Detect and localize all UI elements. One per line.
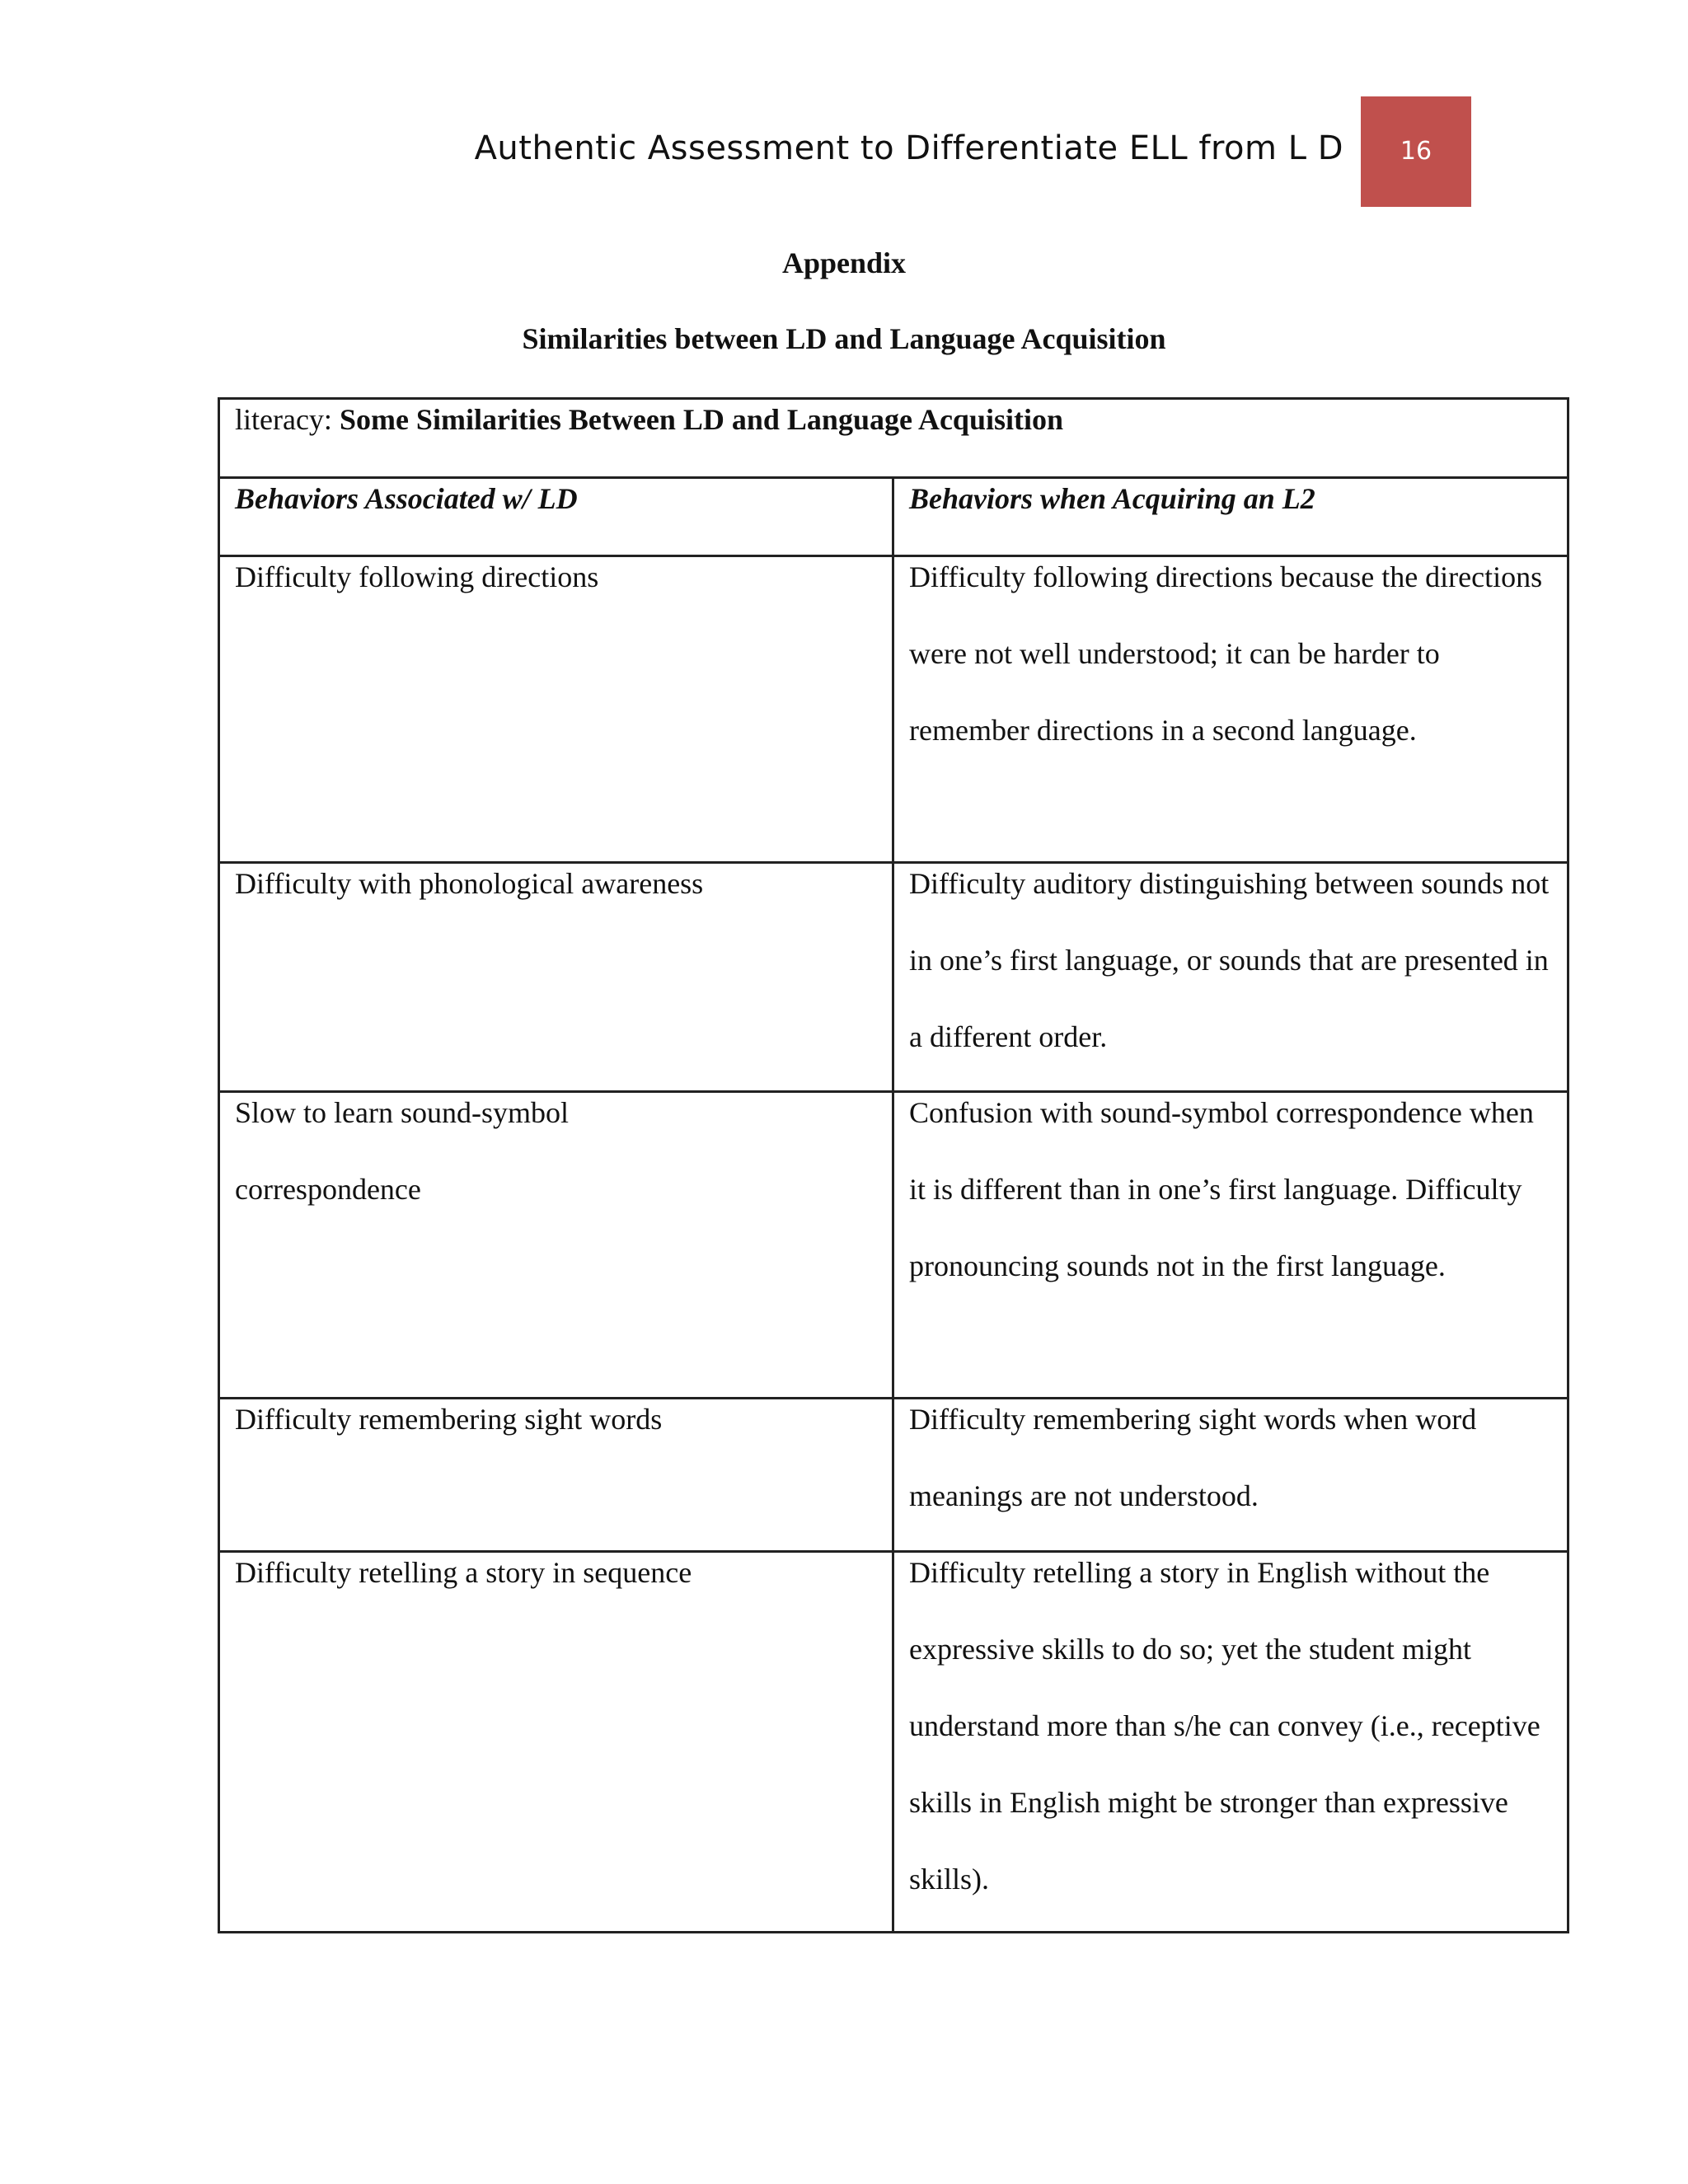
cell-ld-text: Slow to learn sound-symbol correspondence (235, 1096, 569, 1206)
cell-ld (219, 1092, 893, 1399)
comparison-table (218, 397, 1569, 1933)
cell-l2 (893, 1092, 1568, 1399)
page-number-badge: 16 (1361, 96, 1471, 207)
cell-ld-text: Difficulty retelling a story in sequence (235, 1556, 692, 1589)
running-header-title: Authentic Assessment to Differentiate ELL from L D (474, 129, 1343, 167)
cell-ld (219, 1552, 893, 1933)
table-caption-title: Some Similarities Between LD and Language Acquisition (339, 403, 1063, 436)
table-caption-prefix: literacy: (235, 403, 332, 436)
cell-ld-text: Difficulty with phonological awareness (235, 867, 704, 900)
table-caption-cell (219, 399, 1568, 478)
table-caption-row (219, 399, 1568, 478)
table-row (219, 1399, 1568, 1552)
cell-ld (219, 556, 893, 863)
appendix-heading: Appendix (781, 246, 907, 279)
cell-l2 (893, 863, 1568, 1092)
column-header-l2: Behaviors when Acquiring an L2 (893, 478, 1568, 556)
cell-l2-text: Difficulty remembering sight words when word meanings are not understood. (909, 1403, 1477, 1512)
table-row (219, 556, 1568, 863)
column-header-ld: Behaviors Associated w/ LD (219, 478, 893, 556)
cell-ld-text: Difficulty remembering sight words (235, 1403, 663, 1436)
table-row (219, 1092, 1568, 1399)
table-row (219, 863, 1568, 1092)
cell-l2 (893, 1552, 1568, 1933)
cell-ld (219, 1399, 893, 1552)
cell-ld-text: Difficulty following directions (235, 560, 599, 593)
cell-l2-text: Difficulty following directions because the directions were not well understood; it can be harder to remember directions in a second language. (909, 560, 1543, 747)
table-row (219, 1552, 1568, 1933)
table-header-row (219, 478, 1568, 556)
cell-l2 (893, 556, 1568, 863)
cell-l2-text: Confusion with sound-symbol correspondence when it is different than in one’s first language. Difficulty pronouncing sounds not in the first language. (909, 1096, 1534, 1282)
cell-ld (219, 863, 893, 1092)
appendix-subtitle: Similarities between LD and Language Acquisition (522, 322, 1166, 355)
cell-l2-text: Difficulty retelling a story in English without the expressive skills to do so; yet the student might understand more than s/he can convey (i.e., receptive skills in English might be stronger than expressive skills). (909, 1556, 1540, 1896)
cell-l2-text: Difficulty auditory distinguishing between sounds not in one’s first language, or sounds that are presented in a different order. (909, 867, 1550, 1053)
cell-l2 (893, 1399, 1568, 1552)
